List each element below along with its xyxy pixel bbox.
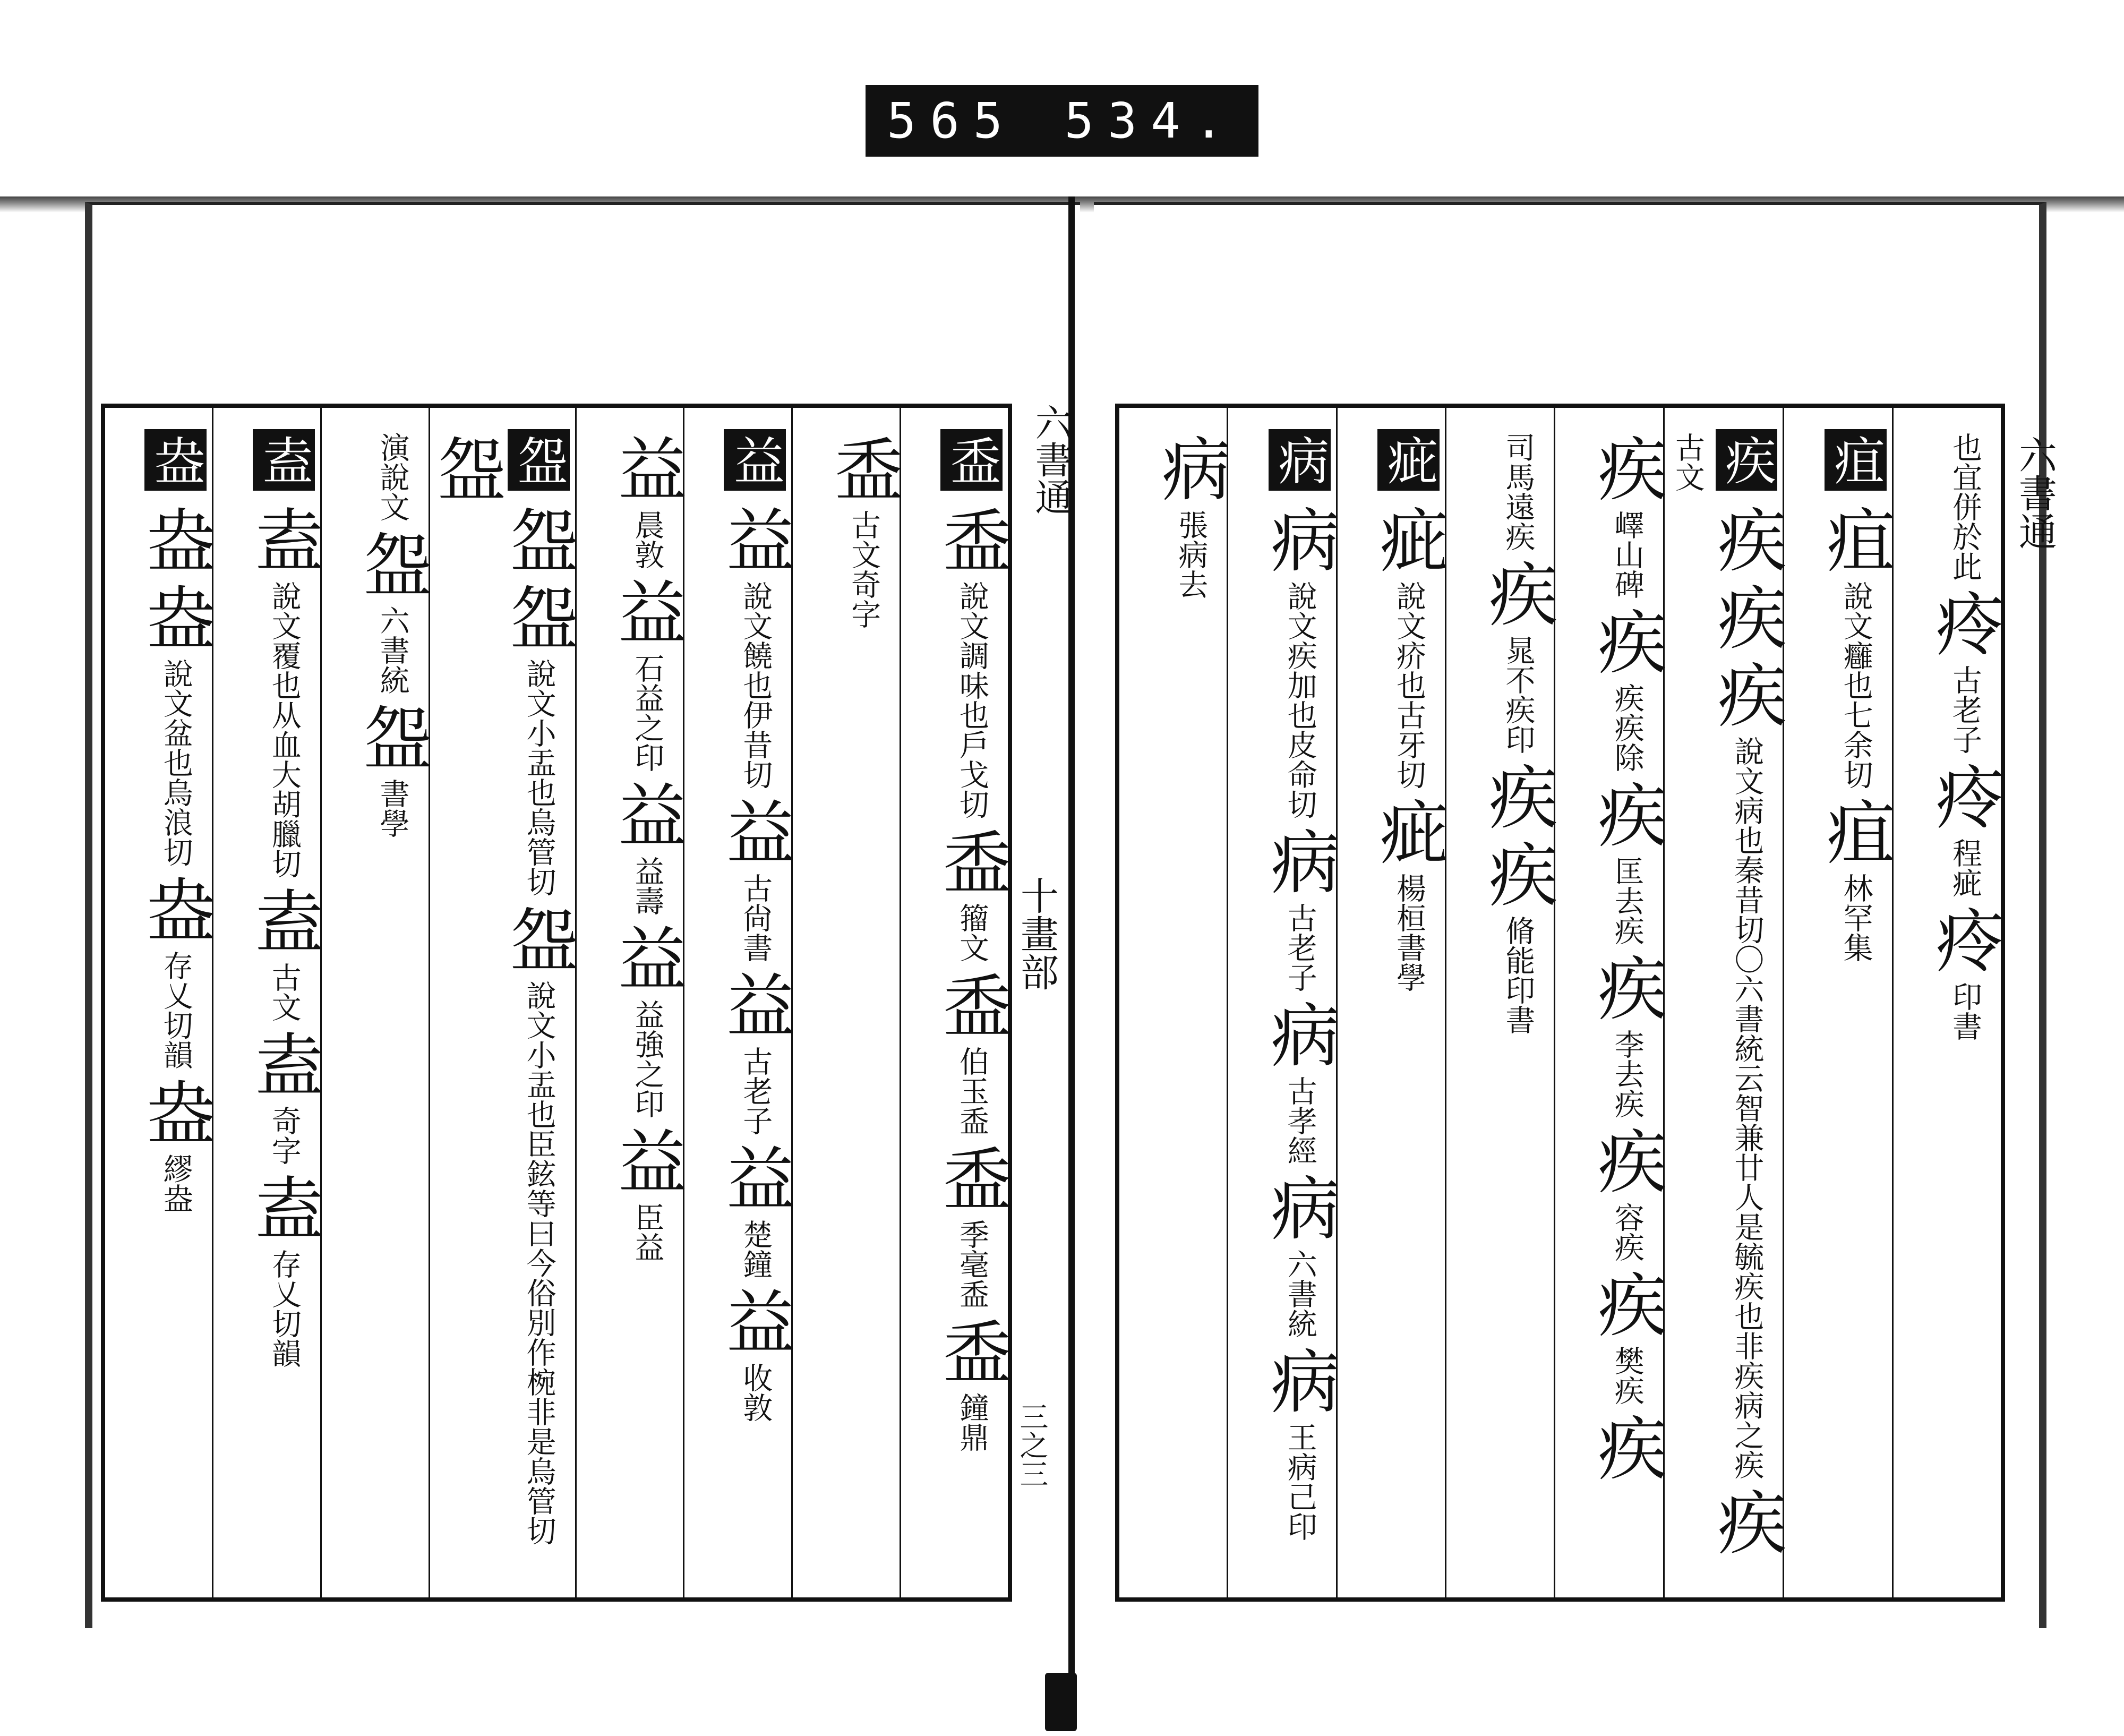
source-note: 古文 (267, 962, 302, 1022)
source-note: 存乂切韻 (267, 1249, 302, 1368)
seal-script-form: 盌 (352, 702, 433, 771)
source-note: 晨敦 (630, 510, 665, 569)
source-note: 書學 (375, 779, 410, 838)
seal-script-form: 益 (715, 1143, 796, 1212)
seal-script-form: 盎 (135, 582, 216, 651)
film-label-left: 565 (887, 92, 1017, 149)
left-column (900, 408, 1012, 1597)
seal-script-form: 盉 (931, 504, 1012, 574)
seal-script-form: 益 (715, 970, 796, 1039)
source-note: 臣益 (630, 1202, 665, 1262)
right-page-frame (1115, 404, 2005, 1602)
seal-script-form: 盉 (931, 970, 1012, 1039)
seal-script-form: 盌 (498, 904, 579, 973)
source-note: 奇字 (267, 1106, 302, 1165)
seal-script-form: 益 (606, 923, 688, 992)
entry-head-character: 疾 (1716, 429, 1778, 491)
source-note: 古文奇字 (846, 510, 881, 629)
source-note: 李去疾 (1609, 1029, 1645, 1118)
seal-script-form: 盉 (823, 433, 904, 502)
seal-script-form: 盌 (352, 529, 433, 598)
seal-script-form: 疾 (1586, 433, 1667, 502)
source-note: 說文饒也伊昔切 (738, 581, 773, 789)
source-note: 林罕集 (1838, 873, 1873, 962)
seal-script-form: 益 (606, 433, 688, 502)
source-note: 說文調味也戶戈切 (955, 581, 989, 819)
seal-script-form: 益 (606, 780, 688, 849)
seal-script-form: 盌 (426, 433, 507, 502)
seal-script-form: 病 (1259, 1173, 1340, 1242)
source-note: 存乂切韻 (158, 951, 193, 1070)
seal-script-form: 盉 (931, 1316, 1012, 1385)
seal-script-form: 疾 (1477, 762, 1558, 831)
seal-script-form: 病 (1259, 999, 1340, 1068)
film-label (866, 85, 1258, 157)
source-note: 司馬遠疾 (1501, 432, 1536, 551)
seal-script-form: 病 (1259, 1346, 1340, 1415)
source-note: 六書統 (1282, 1249, 1317, 1338)
right-column (1663, 408, 1787, 1597)
left-page-number: 三之三 (1015, 1402, 1049, 1488)
source-note: 也宜併於此 (1948, 432, 1982, 581)
source-note: 古文 (1670, 432, 1705, 492)
seal-script-form: 疵 (1368, 797, 1450, 866)
source-note: 晁不疾印 (1501, 635, 1536, 754)
source-note: 容疾 (1609, 1202, 1645, 1262)
source-note: 匡去疾 (1609, 856, 1645, 945)
seal-script-form: 益 (715, 797, 796, 866)
source-note: 古老子 (1948, 665, 1982, 754)
left-column (575, 408, 688, 1597)
source-note: 古孝經 (1282, 1076, 1317, 1165)
source-note: 印書 (1948, 981, 1982, 1041)
source-note: 脩能印書 (1501, 916, 1536, 1034)
right-column (1554, 408, 1667, 1597)
seal-script-form: 㾉 (1924, 588, 2005, 657)
source-note: 六書統 (375, 605, 410, 695)
spine-tab (1045, 1673, 1077, 1731)
right-column (1783, 408, 1896, 1597)
seal-script-form: 病 (1259, 504, 1340, 574)
seal-script-form: 㾉 (1924, 762, 2005, 831)
source-note: 嶧山碑 (1609, 510, 1645, 599)
seal-script-form: 盎 (135, 504, 216, 574)
seal-script-form: 疽 (1815, 797, 1896, 866)
seal-script-form: 盍 (243, 1029, 324, 1098)
entry-head-character: 盎 (144, 429, 207, 491)
seal-script-form: 疾 (1706, 582, 1787, 651)
source-note: 益壽 (630, 856, 665, 916)
source-note: 古老子 (738, 1046, 773, 1135)
left-columns (105, 408, 1012, 1597)
seal-script-form: 盎 (135, 1077, 216, 1146)
source-note: 收敦 (738, 1363, 773, 1422)
left-column (320, 408, 433, 1597)
source-note: 說文覆也从血大胡臘切 (267, 581, 302, 878)
seal-script-form: 疾 (1706, 504, 1787, 574)
source-note: 古老子 (1282, 903, 1317, 992)
seal-script-form: 疾 (1586, 1413, 1667, 1482)
source-note: 疾疾除 (1609, 683, 1645, 772)
right-column (1892, 408, 2005, 1597)
entry-head-character: 疵 (1377, 429, 1440, 491)
entry-head-character: 疽 (1825, 429, 1887, 491)
source-note: 籀文 (955, 903, 989, 962)
source-note: 古尙書 (738, 873, 773, 962)
source-note: 繆盎 (158, 1153, 193, 1213)
entry-head-character: 盌 (508, 429, 570, 491)
source-note: 王病己印 (1282, 1422, 1317, 1541)
left-page-frame (101, 404, 1012, 1602)
source-note: 張病去 (1174, 510, 1209, 599)
seal-script-form: 疾 (1586, 953, 1667, 1022)
source-note: 鐘鼎 (955, 1392, 989, 1452)
seal-script-form: 盍 (243, 504, 324, 574)
source-note: 說文病也秦昔切〇六書統云智兼廿人是毓疾也非疾病之疾 (1729, 736, 1765, 1480)
source-note: 伯玉盉 (955, 1046, 989, 1135)
seal-script-form: 盉 (931, 826, 1012, 895)
entry-head-character: 益 (724, 429, 786, 491)
source-note: 樊疾 (1609, 1346, 1645, 1405)
entry-head-character: 病 (1269, 429, 1331, 491)
source-note: 楚鐘 (738, 1219, 773, 1279)
entry-head-character: 盍 (253, 429, 315, 491)
source-note: 楊桓書學 (1392, 873, 1427, 992)
source-note: 說文疾加也皮命切 (1282, 581, 1317, 819)
left-section-label: 十畫部 (1014, 876, 1059, 991)
left-column (426, 408, 579, 1597)
seal-script-form: 盍 (243, 886, 324, 955)
film-label-right: 534. (1064, 92, 1237, 149)
right-column (1336, 408, 1450, 1597)
seal-script-form: 疾 (1706, 1487, 1787, 1556)
seal-script-form: 盎 (135, 874, 216, 943)
source-note: 說文疥也古牙切 (1392, 581, 1427, 789)
source-note: 說文盆也烏浪切 (158, 659, 193, 867)
source-note: 石益之印 (630, 653, 665, 772)
seal-script-form: 益 (715, 1286, 796, 1355)
seal-script-form: 盌 (498, 504, 579, 574)
source-note: 說文小盂也烏管切 (521, 659, 556, 896)
left-column (791, 408, 904, 1597)
right-columns (1119, 408, 2005, 1597)
right-margin-title: 六書通 (2012, 435, 2057, 550)
seal-script-form: 益 (606, 577, 688, 646)
seal-script-form: 疾 (1706, 660, 1787, 729)
seal-script-form: 盉 (931, 1143, 1012, 1212)
source-note: 演說文 (375, 432, 410, 521)
seal-script-form: 盍 (243, 1173, 324, 1242)
left-column (212, 408, 324, 1597)
seal-script-form: 益 (606, 1126, 688, 1195)
left-margin-title: 六書通 (1029, 404, 1073, 515)
seal-script-form: 疽 (1815, 504, 1896, 574)
seal-script-form: 疾 (1477, 559, 1558, 628)
source-note: 益強之印 (630, 999, 665, 1118)
source-note: 季毫盉 (955, 1219, 989, 1309)
right-column (1119, 408, 1231, 1597)
right-column (1227, 408, 1340, 1597)
seal-script-form: 疾 (1586, 780, 1667, 849)
seal-script-form: 病 (1150, 433, 1231, 502)
seal-script-form: 㾉 (1924, 905, 2005, 974)
seal-script-form: 病 (1259, 826, 1340, 895)
source-note: 說文癰也七余切 (1838, 581, 1873, 789)
seal-script-form: 疾 (1586, 1126, 1667, 1195)
seal-script-form: 疾 (1586, 1269, 1667, 1338)
seal-script-form: 疵 (1368, 504, 1450, 574)
source-note: 說文小盂也臣鉉等曰今俗別作椀非是烏管切 (521, 980, 556, 1545)
left-column (683, 408, 796, 1597)
right-column (1445, 408, 1558, 1597)
seal-script-form: 疾 (1477, 839, 1558, 908)
source-note: 程疵 (1948, 838, 1982, 897)
left-column (105, 408, 216, 1597)
seal-script-form: 盌 (498, 582, 579, 651)
seal-script-form: 益 (715, 504, 796, 574)
seal-script-form: 疾 (1586, 606, 1667, 675)
entry-head-character: 盉 (940, 429, 1003, 491)
